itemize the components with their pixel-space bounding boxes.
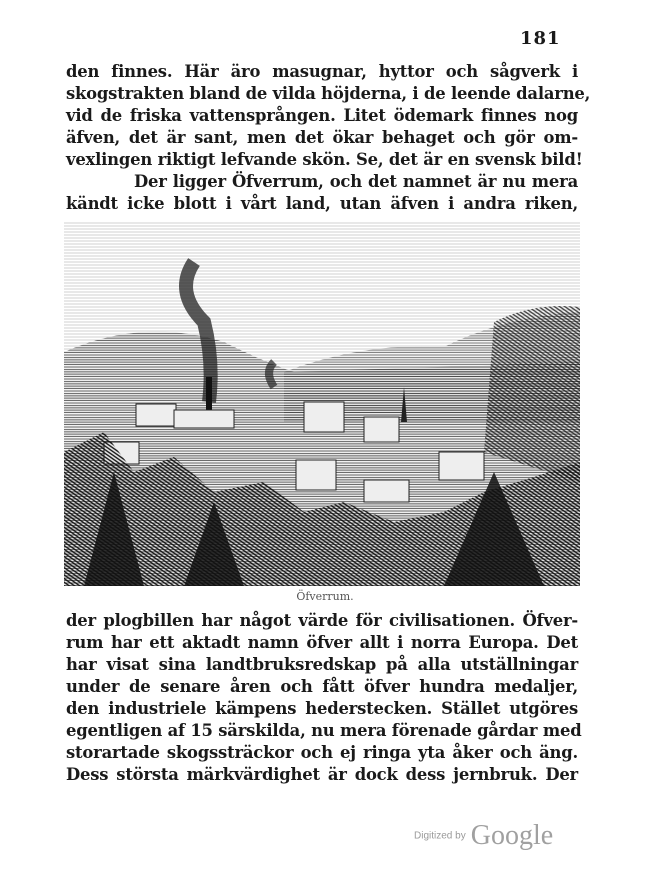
text-line: har visat sina landtbruksredskap på alla utställningar	[66, 655, 578, 674]
text-line: skogstrakten bland de vilda höjderna, i de leende dalarne,	[66, 84, 591, 103]
figure-caption: Öfverrum.	[296, 590, 354, 603]
text-line: kändt icke blott i vårt land, utan äfven i andra riken,	[66, 194, 578, 213]
text-line: storartade skogssträckor och ej ringa yta åker och äng.	[66, 743, 578, 762]
text-line: egentligen af 15 särskilda, nu mera förenade gårdar med	[66, 721, 582, 740]
text-line: Dess största märkvärdighet är dock dess jernbruk. Der	[66, 765, 578, 784]
watermark-prefix: Digitized by	[414, 830, 466, 842]
text-line: under de senare åren och fått öfver hundra medaljer,	[66, 677, 578, 696]
text-line: den finnes. Här äro masugnar, hyttor och sågverk i	[66, 62, 578, 81]
text-line: Der ligger Öfverrum, och det namnet är nu mera	[134, 172, 578, 191]
text-line: rum har ett aktadt namn öfver allt i norra Europa. Det	[66, 633, 578, 652]
text-line: vid de friska vattensprången. Litet ödemark finnes nog	[66, 106, 578, 125]
text-line: äfven, det är sant, men det ökar behaget och gör om-	[66, 128, 578, 147]
text-line: der plogbillen har något värde för civilisationen. Öfver-	[66, 611, 578, 630]
text-block-top	[66, 61, 591, 215]
digitized-watermark	[414, 820, 553, 852]
engraving-illustration	[64, 222, 580, 586]
google-logo: Google	[470, 820, 554, 851]
text-line: vexlingen riktigt lefvande skön. Se, det är en svensk bild!	[66, 150, 583, 169]
text-line: den industriele kämpens hederstecken. Stället utgöres	[66, 699, 578, 718]
page-number: 181	[520, 28, 561, 49]
text-block-bottom	[66, 610, 582, 786]
